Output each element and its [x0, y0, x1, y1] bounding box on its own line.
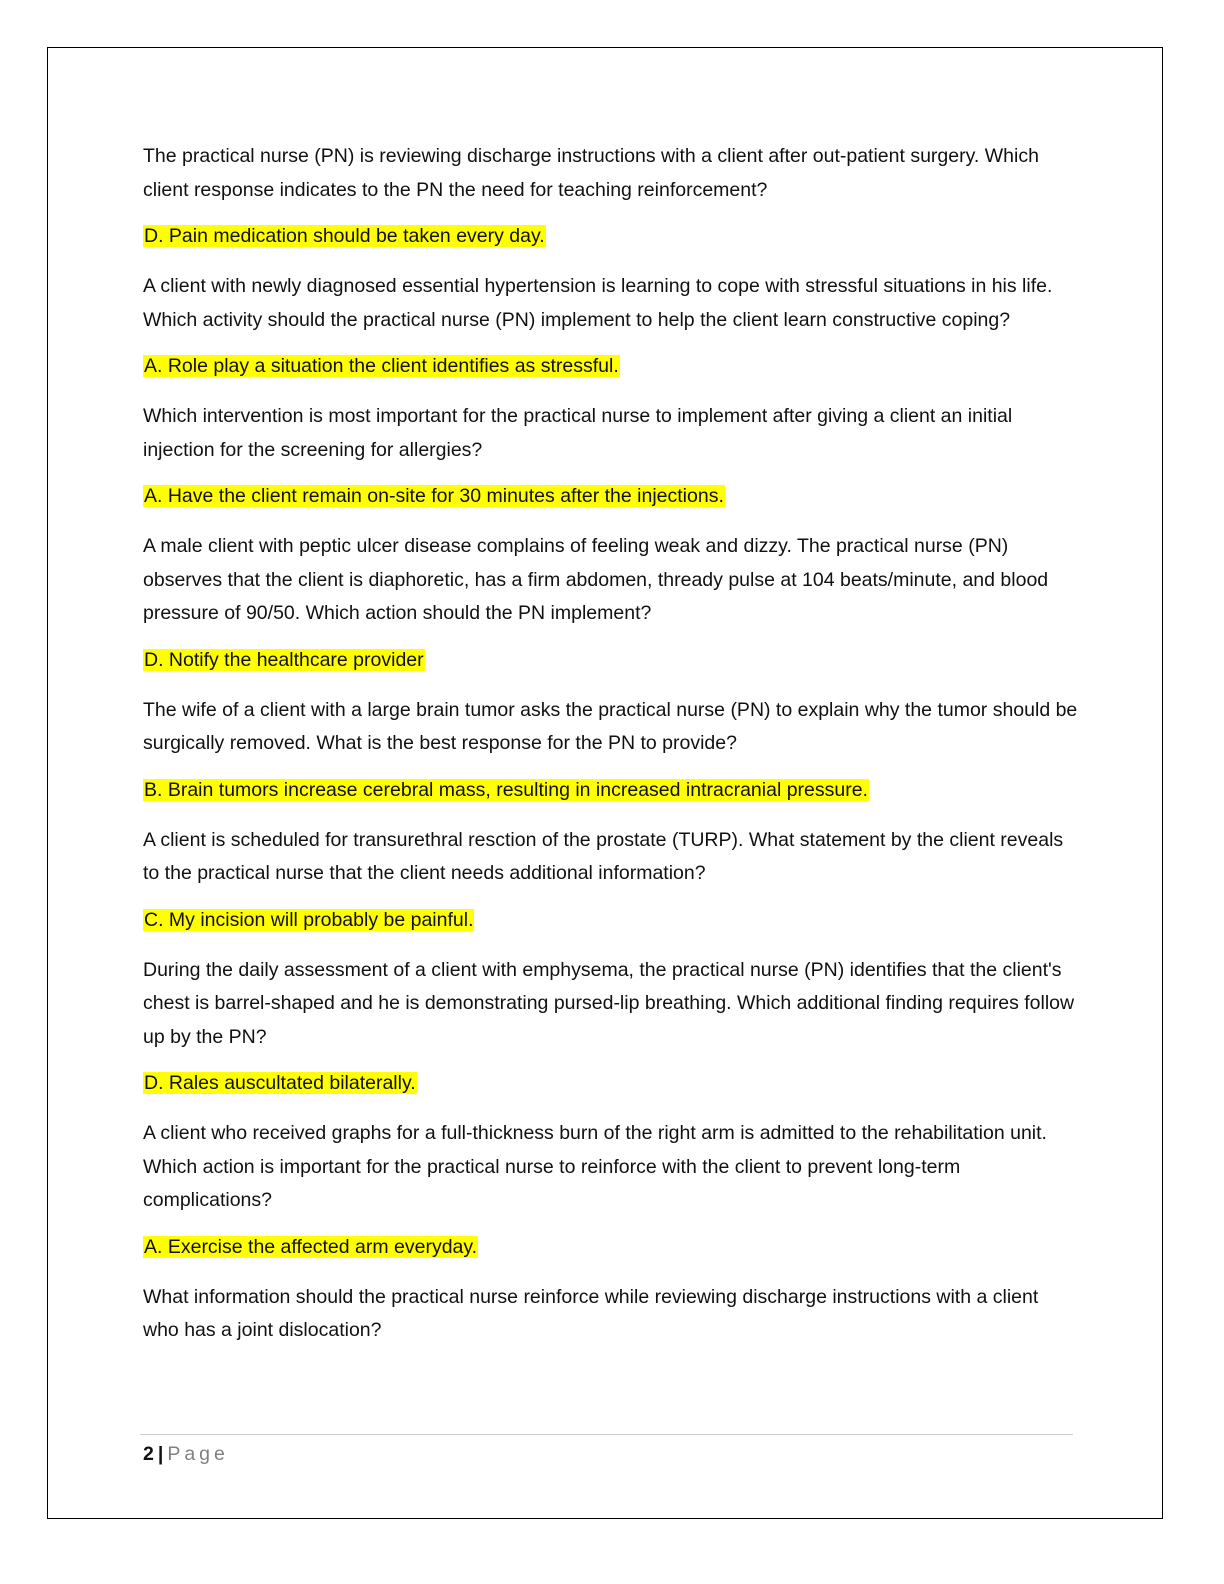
- highlighted-answer: [143, 906, 1078, 935]
- highlighted-answer: [143, 776, 1078, 805]
- highlighted-answer: [143, 1069, 1078, 1098]
- answer-text: B. Brain tumors increase cerebral mass, resulting in increased intracranial pressure.: [144, 778, 868, 801]
- highlighted-answer: [143, 1233, 1078, 1262]
- page-label: Page: [167, 1443, 229, 1465]
- answer-text: A. Have the client remain on-site for 30 minutes after the injections.: [144, 485, 724, 507]
- page-footer: [143, 1440, 229, 1468]
- answer-text: A. Role play a situation the client identifies as stressful.: [144, 355, 619, 377]
- question-text: During the daily assessment of a client with emphysema, the practical nurse (PN) identifies that the client's chest is barrel-shaped and he is demonstrating pursed-lip breathing. Which additional finding requires follow up by the PN?: [143, 958, 1075, 1048]
- question-text: A client with newly diagnosed essential hypertension is learning to cope with stressful situations in his life. Which activity should the practical nurse (PN) implement to help the client learn constructive coping?: [143, 275, 1053, 331]
- answer-text: D. Notify the healthcare provider: [144, 648, 424, 671]
- document-body: [143, 140, 1078, 1363]
- question-text: The wife of a client with a large brain tumor asks the practical nurse (PN) to explain why the tumor should be surgically removed. What is the best response for the PN to provide?: [143, 698, 1078, 754]
- highlighted-answer: [143, 646, 1078, 675]
- question-text: A client is scheduled for transurethral resction of the prostate (TURP). What statement by the client reveals to the practical nurse that the client needs additional information?: [143, 828, 1064, 884]
- question-text: The practical nurse (PN) is reviewing discharge instructions with a client after out-patient surgery. Which client response indicates to the PN the need for teaching reinforcement?: [143, 145, 1039, 201]
- page-number: 2: [143, 1443, 154, 1465]
- answer-text: C. My incision will probably be painful.: [144, 908, 474, 931]
- answer-text: D. Rales auscultated bilaterally.: [144, 1072, 416, 1094]
- final-question-text: What information should the practical nurse reinforce while reviewing discharge instructions with a client who has a joint dislocation?: [143, 1285, 1039, 1341]
- highlighted-answer: [143, 352, 1078, 381]
- footer-divider: [140, 1434, 1073, 1435]
- answer-text: A. Exercise the affected arm everyday.: [144, 1235, 478, 1258]
- highlighted-answer: [143, 482, 1078, 511]
- question-text: Which intervention is most important for the practical nurse to implement after giving a client an initial injection for the screening for allergies?: [143, 405, 1013, 461]
- question-text: A male client with peptic ulcer disease complains of feeling weak and dizzy. The practical nurse (PN) observes that the client is diaphoretic, has a firm abdomen, thready pulse at 104 beats/minute, and blood pressure of 90/50. Which action should the PN implement?: [143, 535, 1049, 624]
- footer-separator: |: [157, 1443, 164, 1465]
- highlighted-answer: [143, 222, 1078, 251]
- question-text: A client who received graphs for a full-thickness burn of the right arm is admitted to the rehabilitation unit. Which action is important for the practical nurse to reinforce with the client to prevent long-term complications?: [143, 1122, 1047, 1211]
- answer-text: D. Pain medication should be taken every day.: [144, 225, 545, 247]
